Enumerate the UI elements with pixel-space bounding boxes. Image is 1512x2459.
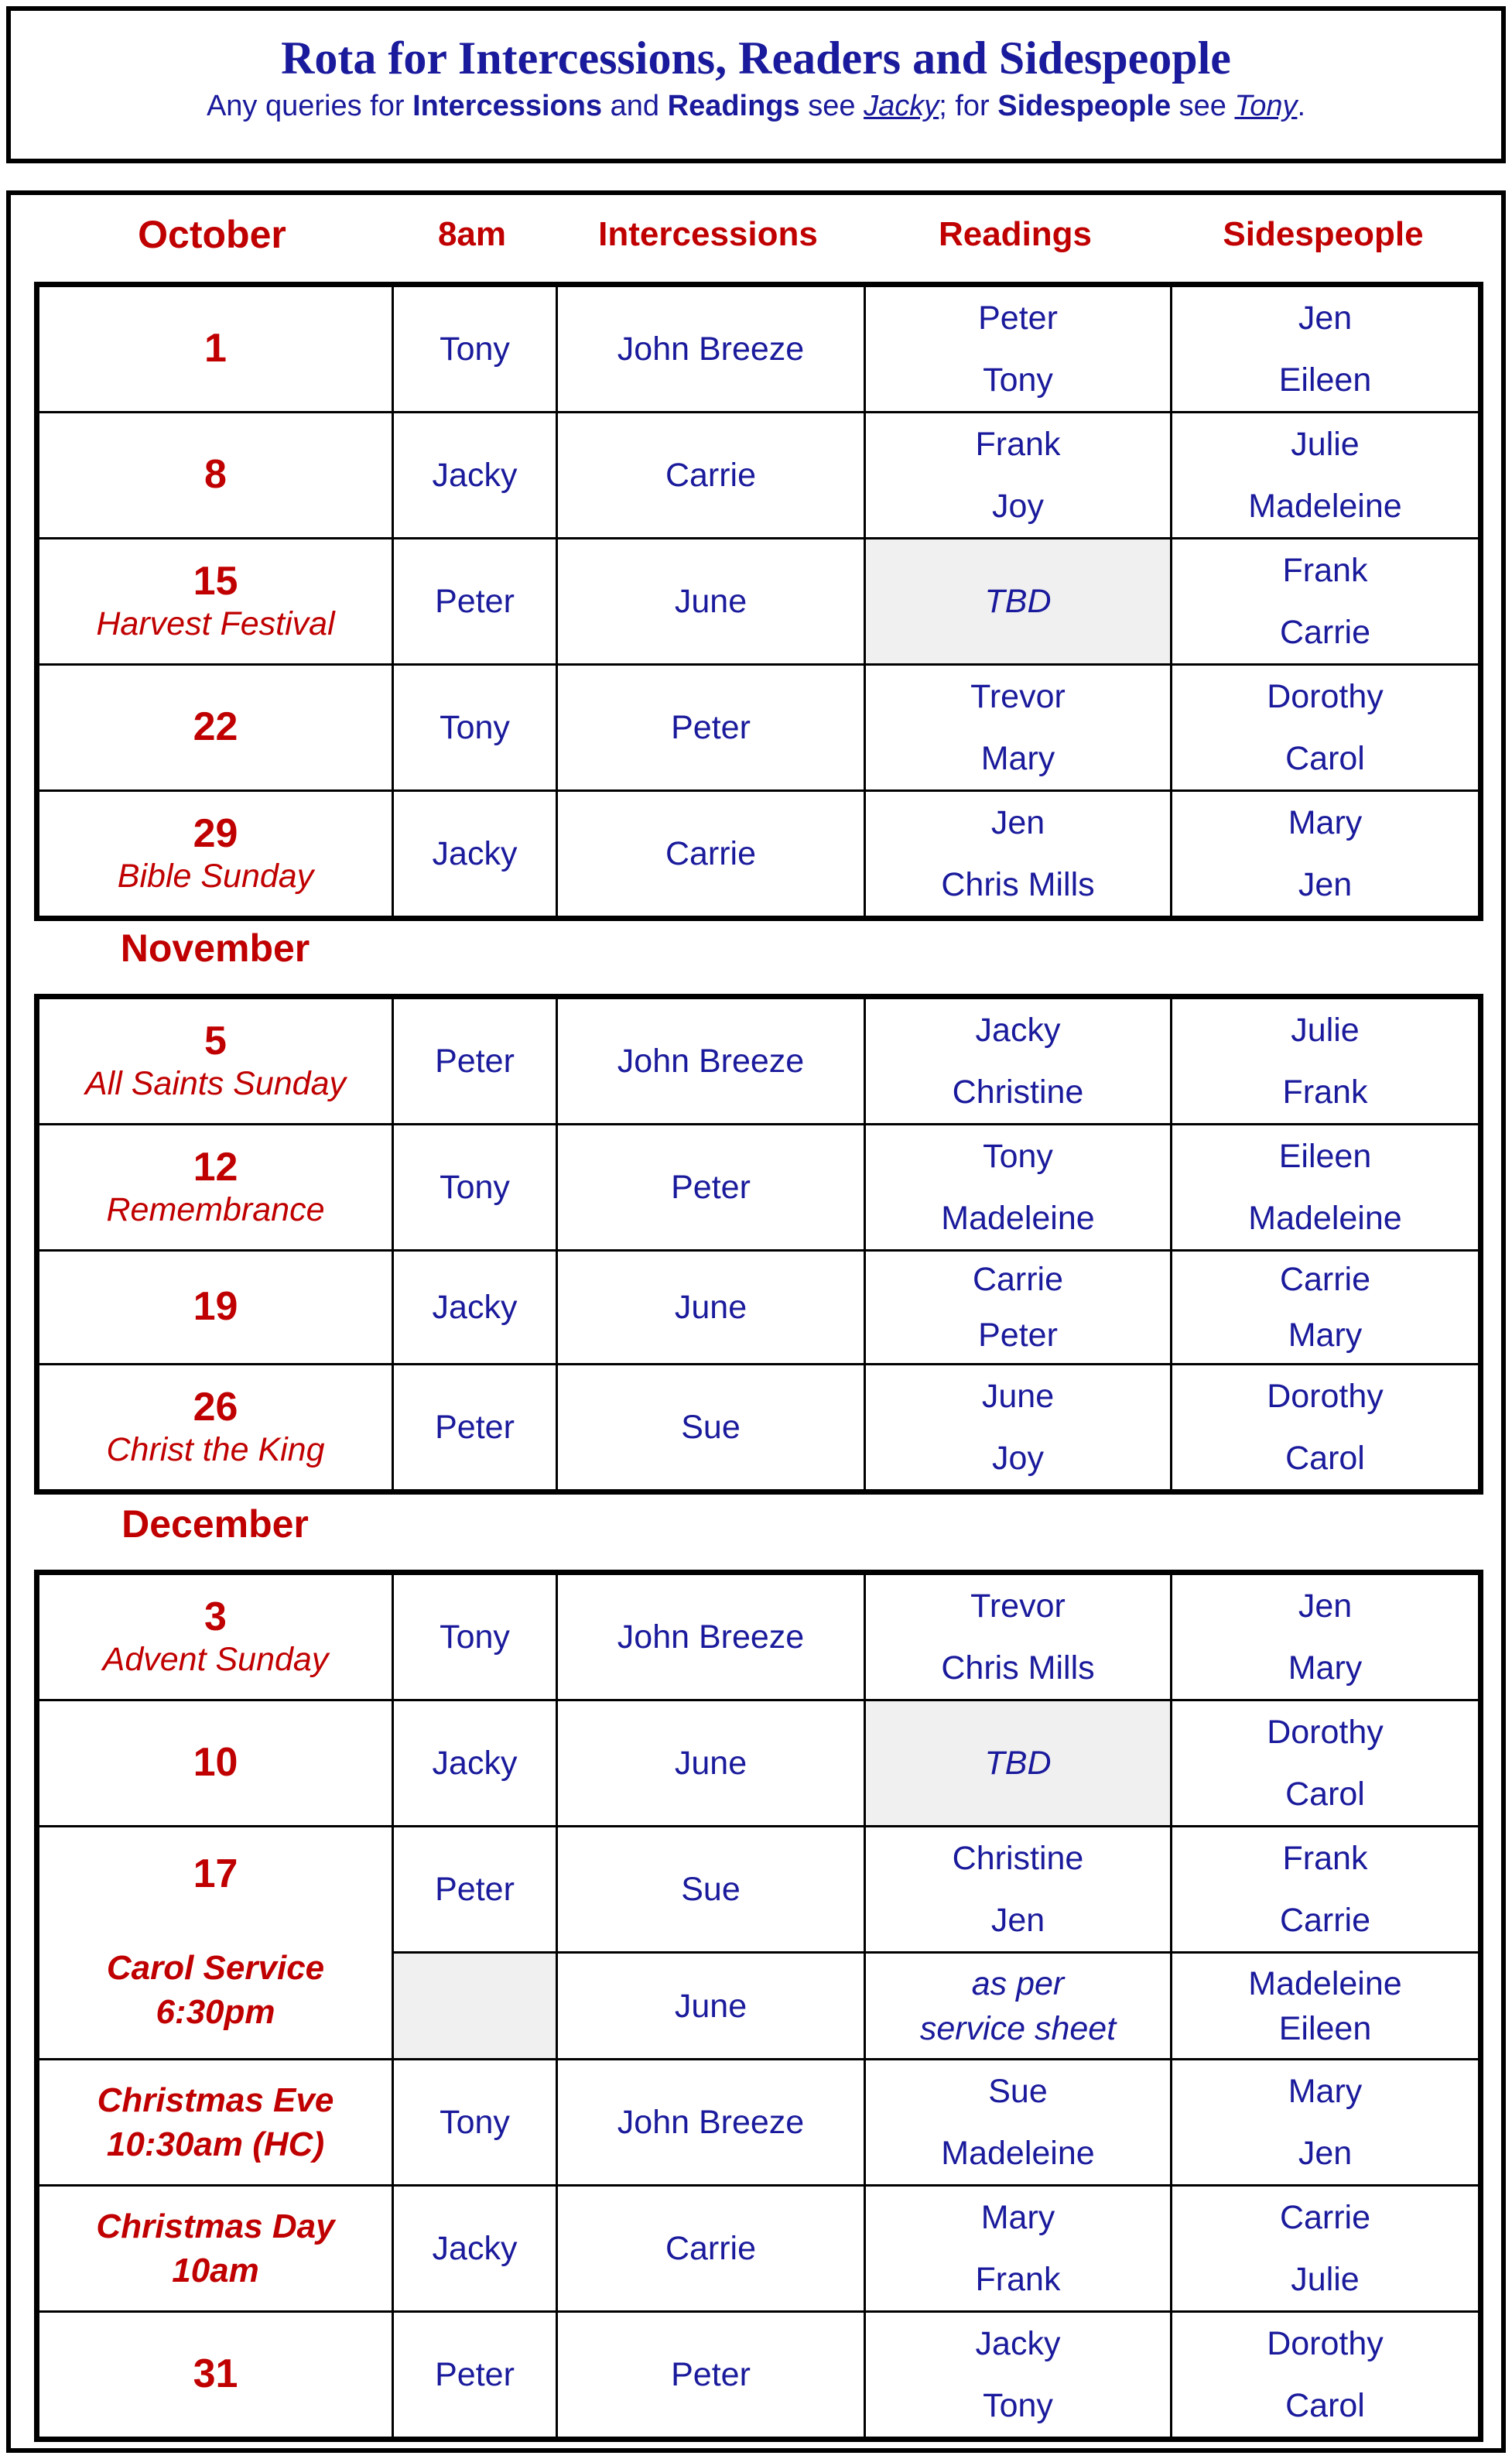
cell-sidespeople-list xyxy=(1172,1961,1478,2051)
cell-sidespeople xyxy=(1172,997,1481,1125)
cell-readings-item: Tony xyxy=(983,361,1053,399)
cell-8am: Tony xyxy=(393,2060,557,2186)
cell-readings-item: Jacky xyxy=(975,1012,1061,1049)
cell-sidespeople xyxy=(1172,1573,1481,1700)
cell-readings-item: June xyxy=(981,1378,1055,1415)
cell-readings-list xyxy=(866,287,1170,411)
cell-readings xyxy=(865,1953,1172,2060)
cell-8am: Jacky xyxy=(393,1251,557,1365)
cell-readings xyxy=(865,2312,1172,2440)
cell-sidespeople xyxy=(1172,2060,1481,2186)
cell-sidespeople-item: Carrie xyxy=(1279,1261,1371,1298)
november-rows xyxy=(37,997,1481,1492)
cell-sidespeople-list xyxy=(1172,2313,1478,2437)
cell-readings-list xyxy=(866,1827,1170,1951)
cell-readings-item: Jen xyxy=(990,1902,1045,1939)
cell-8am: Tony xyxy=(393,285,557,413)
table-row xyxy=(37,285,1481,413)
cell-sidespeople-list xyxy=(1172,792,1478,916)
cell-readings-item: Joy xyxy=(992,488,1044,525)
month-november: November xyxy=(120,926,310,970)
sub-end: . xyxy=(1297,90,1306,122)
sub-sidespeople: Sidespeople xyxy=(997,90,1172,122)
cell-sidespeople-item: Jen xyxy=(1298,1587,1353,1625)
cell-sidespeople-item: Frank xyxy=(1282,1074,1368,1111)
carol-label: Carol Service xyxy=(106,1948,325,1987)
date-number: 3 xyxy=(204,1594,227,1640)
cell-readings xyxy=(865,791,1172,919)
cell-readings-item: Peter xyxy=(978,1317,1058,1354)
cell-sidespeople-item: Mary xyxy=(1288,1649,1363,1687)
cell-readings-item: Sue xyxy=(988,2073,1048,2110)
table-row xyxy=(37,539,1481,665)
sub-see2: see xyxy=(1171,90,1235,122)
date-note: Harvest Festival xyxy=(96,605,335,643)
cell-readings-list xyxy=(866,666,1170,789)
cell-readings xyxy=(865,1365,1172,1492)
cell-intercessions: John Breeze xyxy=(557,997,865,1125)
cell-readings-list xyxy=(866,1252,1170,1363)
cell-readings-item: service sheet xyxy=(919,2009,1117,2047)
date-cell xyxy=(37,665,393,791)
cell-readings-item: Christine xyxy=(952,1840,1084,1877)
cell-sidespeople-item: Dorothy xyxy=(1267,1714,1384,1751)
cell-sidespeople-item: Carrie xyxy=(1279,1902,1371,1939)
cell-readings-item: Frank xyxy=(975,2261,1061,2298)
col-sidespeople: Sidespeople xyxy=(1223,215,1424,253)
cell-readings-list xyxy=(866,2313,1170,2437)
cell-readings xyxy=(865,285,1172,413)
cell-8am: Jacky xyxy=(393,1700,557,1827)
date-note: All Saints Sunday xyxy=(84,1065,347,1103)
cell-readings-item: Chris Mills xyxy=(941,866,1095,903)
cell-sidespeople-list xyxy=(1172,1125,1478,1249)
cell-readings: TBD xyxy=(865,1700,1172,1827)
date-note: Bible Sunday xyxy=(117,858,314,896)
cell-intercessions: John Breeze xyxy=(557,285,865,413)
cell-sidespeople xyxy=(1172,1251,1481,1365)
cell-readings xyxy=(865,1125,1172,1251)
cell-sidespeople-item: Mary xyxy=(1288,1317,1363,1354)
sub-tony: Tony xyxy=(1234,90,1298,122)
cell-readings-item: Joy xyxy=(992,1440,1044,1477)
cell-8am: Peter xyxy=(393,539,557,665)
cell-sidespeople-item: Carol xyxy=(1285,1776,1365,1813)
cell-sidespeople-list xyxy=(1172,413,1478,537)
date-note: 10am xyxy=(172,2252,259,2289)
cell-sidespeople-list xyxy=(1172,2060,1478,2184)
table-row xyxy=(37,1573,1481,1700)
cell-sidespeople-item: Mary xyxy=(1288,804,1363,841)
date-number: 26 xyxy=(193,1385,238,1430)
cell-sidespeople-item: Madeleine xyxy=(1248,488,1402,525)
cell-readings xyxy=(865,665,1172,791)
date-number: 8 xyxy=(204,452,227,498)
month-december: December xyxy=(121,1502,309,1546)
date-cell xyxy=(37,1251,393,1365)
cell-8am: Peter xyxy=(393,997,557,1125)
cell-readings-item: Jen xyxy=(990,804,1045,841)
cell-sidespeople-item: Julie xyxy=(1291,1012,1360,1049)
cell-sidespeople-item: Julie xyxy=(1291,426,1360,463)
cell-sidespeople-list xyxy=(1172,666,1478,789)
cell-readings xyxy=(865,997,1172,1125)
cell-sidespeople xyxy=(1172,413,1481,539)
cell-readings-item: Tony xyxy=(983,2387,1053,2424)
cell-readings-list xyxy=(866,2187,1170,2310)
cell-readings xyxy=(865,1827,1172,1953)
cell-sidespeople xyxy=(1172,665,1481,791)
cell-intercessions: Carrie xyxy=(557,413,865,539)
month-october: October xyxy=(138,213,286,256)
cell-intercessions: John Breeze xyxy=(557,2060,865,2186)
cell-readings xyxy=(865,2186,1172,2312)
cell-8am: Peter xyxy=(393,1827,557,1953)
table-row xyxy=(37,791,1481,919)
cell-sidespeople-item: Frank xyxy=(1282,552,1368,589)
cell-sidespeople xyxy=(1172,1700,1481,1827)
cell-sidespeople-item: Eileen xyxy=(1278,361,1372,399)
date-note: 10:30am (HC) xyxy=(106,2125,325,2163)
cell-sidespeople-list xyxy=(1172,1701,1478,1825)
cell-8am: Jacky xyxy=(393,791,557,919)
sub-see1: see xyxy=(799,90,864,122)
cell-readings-item: Chris Mills xyxy=(941,1649,1095,1687)
date-number: 1 xyxy=(204,326,227,372)
table-row xyxy=(37,997,1481,1125)
cell-intercessions: Sue xyxy=(557,1827,865,1953)
date-label: Christmas Day xyxy=(96,2207,335,2245)
cell-readings-item: Carrie xyxy=(972,1261,1064,1298)
cell-intercessions: Carrie xyxy=(557,791,865,919)
cell-sidespeople-item: Madeleine xyxy=(1248,1200,1402,1237)
cell-intercessions: John Breeze xyxy=(557,1573,865,1700)
date-cell xyxy=(37,1700,393,1827)
cell-sidespeople-item: Eileen xyxy=(1278,1138,1372,1175)
cell-readings-list xyxy=(866,1961,1170,2051)
cell-intercessions: Peter xyxy=(557,665,865,791)
cell-sidespeople-list xyxy=(1172,2187,1478,2310)
cell-readings xyxy=(865,1251,1172,1365)
date-note: Remembrance xyxy=(106,1191,325,1229)
cell-readings-list xyxy=(866,413,1170,537)
date-label: Christmas Eve xyxy=(97,2081,334,2119)
cell-intercessions: Peter xyxy=(557,1125,865,1251)
cell-8am: Tony xyxy=(393,1573,557,1700)
table-row xyxy=(37,1251,1481,1365)
sub-jacky: Jacky xyxy=(864,90,939,122)
october-rows xyxy=(37,285,1481,919)
cell-sidespeople xyxy=(1172,791,1481,919)
cell-readings-list xyxy=(866,1575,1170,1699)
date-cell xyxy=(37,997,393,1125)
cell-readings-list xyxy=(866,999,1170,1123)
cell-sidespeople-list xyxy=(1172,1252,1478,1363)
cell-intercessions: Peter xyxy=(557,2312,865,2440)
date-number: 17 xyxy=(193,1851,238,1896)
cell-sidespeople-item: Madeleine xyxy=(1248,1964,1402,2002)
cell-readings-item: Frank xyxy=(975,426,1061,463)
cell-sidespeople-list xyxy=(1172,287,1478,411)
table-row xyxy=(37,413,1481,539)
cell-sidespeople xyxy=(1172,2186,1481,2312)
cell-sidespeople-item: Dorothy xyxy=(1267,1378,1384,1415)
cell-readings-list xyxy=(866,2060,1170,2184)
date-number: 19 xyxy=(193,1284,238,1330)
table-row xyxy=(37,2186,1481,2312)
cell-readings-item: Peter xyxy=(978,300,1058,337)
sub-intercessions: Intercessions xyxy=(412,90,603,122)
date-cell xyxy=(37,1365,393,1492)
cell-8am: Jacky xyxy=(393,2186,557,2312)
date-cell xyxy=(37,791,393,919)
date-cell xyxy=(37,2186,393,2312)
cell-sidespeople-item: Carol xyxy=(1285,740,1365,777)
cell-readings-item: Christine xyxy=(952,1074,1084,1111)
date-cell xyxy=(37,2312,393,2440)
cell-intercessions: Carrie xyxy=(557,2186,865,2312)
date-cell xyxy=(37,539,393,665)
table-row xyxy=(37,1125,1481,1251)
date-number: 12 xyxy=(193,1145,238,1190)
table-row xyxy=(37,1700,1481,1827)
date-number: 15 xyxy=(193,559,238,604)
table-row xyxy=(37,2312,1481,2440)
date-number: 5 xyxy=(204,1019,227,1064)
cell-sidespeople-item: Frank xyxy=(1282,1840,1368,1877)
cell-8am: Peter xyxy=(393,1365,557,1492)
cell-sidespeople xyxy=(1172,1827,1481,1953)
cell-readings: TBD xyxy=(865,539,1172,665)
date-number: 10 xyxy=(193,1740,238,1786)
table-row xyxy=(37,665,1481,791)
page-title: Rota for Intercessions, Readers and Sidespeople xyxy=(281,33,1231,84)
date-number: 31 xyxy=(193,2351,238,2397)
cell-readings-item: Madeleine xyxy=(941,1200,1095,1237)
cell-sidespeople-item: Dorothy xyxy=(1267,678,1384,715)
cell-sidespeople-item: Mary xyxy=(1288,2073,1363,2110)
cell-sidespeople xyxy=(1172,1365,1481,1492)
carol-time: 6:30pm xyxy=(156,1992,275,2031)
cell-readings xyxy=(865,1573,1172,1700)
cell-sidespeople-list xyxy=(1172,1827,1478,1951)
table-row xyxy=(37,1827,1481,1953)
cell-sidespeople-item: Jen xyxy=(1298,2135,1353,2172)
col-8am: 8am xyxy=(437,215,507,253)
cell-sidespeople-item: Carol xyxy=(1285,1440,1365,1477)
cell-readings-item: Tony xyxy=(983,1138,1053,1175)
cell-intercessions: June xyxy=(557,1953,865,2060)
cell-sidespeople-item: Eileen xyxy=(1278,2009,1372,2047)
date-note: Christ the King xyxy=(106,1431,325,1469)
sub-prefix: Any queries for xyxy=(206,90,413,122)
date-cell xyxy=(37,2060,393,2186)
cell-sidespeople xyxy=(1172,539,1481,665)
table-row xyxy=(37,2060,1481,2186)
cell-sidespeople-item: Carol xyxy=(1285,2387,1365,2424)
cell-readings xyxy=(865,2060,1172,2186)
cell-sidespeople-item: Carrie xyxy=(1279,614,1371,651)
cell-readings-item: as per xyxy=(971,1964,1065,2002)
date-cell xyxy=(37,1573,393,1700)
cell-sidespeople-list xyxy=(1172,1575,1478,1699)
cell-sidespeople-list xyxy=(1172,1365,1478,1489)
header-subtitle xyxy=(11,90,1501,123)
date-number: 22 xyxy=(193,704,238,750)
col-readings: Readings xyxy=(938,215,1093,253)
october-table xyxy=(34,282,1483,921)
sub-and: and xyxy=(602,90,668,122)
cell-readings-item: Mary xyxy=(980,2199,1055,2236)
cell-sidespeople-item: Dorothy xyxy=(1267,2325,1384,2362)
cell-sidespeople-item: Jen xyxy=(1298,866,1353,903)
date-note: Advent Sunday xyxy=(102,1641,329,1679)
cell-intercessions: Sue xyxy=(557,1365,865,1492)
cell-8am: Tony xyxy=(393,665,557,791)
cell-intercessions: June xyxy=(557,539,865,665)
cell-sidespeople-item: Carrie xyxy=(1279,2199,1371,2236)
cell-readings-list xyxy=(866,1125,1170,1249)
cell-sidespeople xyxy=(1172,1125,1481,1251)
cell-sidespeople xyxy=(1172,1953,1481,2060)
table-row xyxy=(37,1365,1481,1492)
cell-8am: Tony xyxy=(393,1125,557,1251)
december-table xyxy=(34,1570,1483,2442)
cell-readings-item: Trevor xyxy=(970,678,1066,715)
cell-8am xyxy=(393,1953,557,2060)
cell-sidespeople xyxy=(1172,2312,1481,2440)
cell-readings-item: Trevor xyxy=(970,1587,1066,1625)
sub-for: ; for xyxy=(939,90,998,122)
header-box xyxy=(6,6,1506,163)
date-number: 29 xyxy=(193,811,238,857)
cell-8am: Peter xyxy=(393,2312,557,2440)
december-rows xyxy=(37,1573,1481,2440)
cell-intercessions: June xyxy=(557,1251,865,1365)
cell-readings xyxy=(865,413,1172,539)
cell-readings-list xyxy=(866,792,1170,916)
date-cell xyxy=(37,1125,393,1251)
cell-sidespeople xyxy=(1172,285,1481,413)
date-cell xyxy=(37,285,393,413)
cell-sidespeople-item: Julie xyxy=(1291,2261,1360,2298)
sub-readings: Readings xyxy=(667,90,800,122)
date-cell xyxy=(37,1827,393,2060)
cell-sidespeople-list xyxy=(1172,999,1478,1123)
cell-intercessions: June xyxy=(557,1700,865,1827)
col-intercessions: Intercessions xyxy=(598,215,818,253)
cell-8am: Jacky xyxy=(393,413,557,539)
cell-readings-item: Mary xyxy=(980,740,1055,777)
cell-readings-list xyxy=(866,1365,1170,1489)
date-cell xyxy=(37,413,393,539)
cell-readings-item: Madeleine xyxy=(941,2135,1095,2172)
cell-sidespeople-list xyxy=(1172,539,1478,663)
cell-sidespeople-item: Jen xyxy=(1298,300,1353,337)
november-table xyxy=(34,994,1483,1495)
cell-readings-item: Jacky xyxy=(975,2325,1061,2362)
